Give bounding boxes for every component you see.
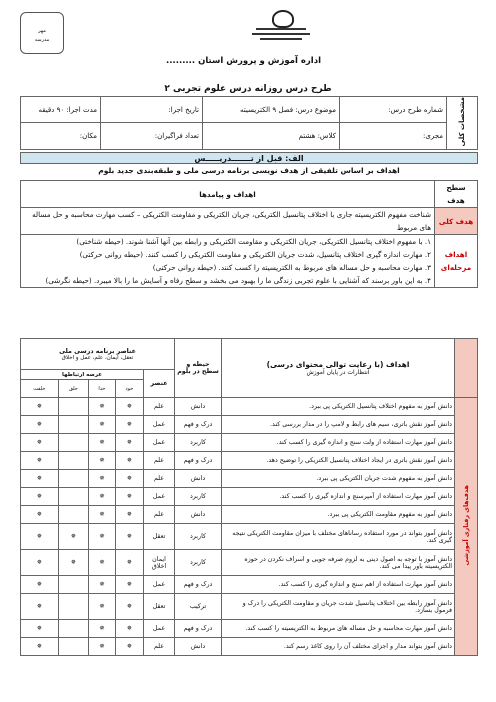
bloom-level: کاربرد [175, 488, 222, 506]
curriculum-element: علم [144, 452, 175, 470]
area-mark-icon: ✵ [115, 550, 143, 576]
element-header: عنصر [144, 370, 175, 398]
section-a-heading: الف: قبل از تـــــــدریـــــس [20, 152, 478, 164]
behav-row [21, 416, 478, 434]
behav-goal-text: دانش آموز به مفهوم شدت جریان الکتریکی پی ببرد. [222, 470, 455, 488]
info-cell: مدت اجرا: ۹۰ دقیقه [21, 97, 101, 123]
area-mark-icon [58, 620, 89, 638]
area-mark-icon: ✵ [21, 434, 59, 452]
area-mark-icon: ✵ [89, 434, 116, 452]
elements-title: عناصر برنامه درسی ملی [59, 347, 136, 355]
curriculum-element: عمل [144, 416, 175, 434]
bloom-level: درک و فهم [175, 416, 222, 434]
curriculum-element: ایمان اخلاق [144, 550, 175, 576]
area-mark-icon: ✵ [89, 470, 116, 488]
general-goal-text: شناخت مفهوم الکتریسیته جاری با اختلاف پتانسیل الکتریکی، جریان الکتریکی و مقاومت الکتریکی – کسب مهارت محاسبه و حل مساله های مربوط [21, 208, 435, 235]
bloom-level: کاربرد [175, 434, 222, 452]
behav-goal-text: دانش آموز بتواند در مورد استفاده رساناهای مختلف با میزان مقاومت الکتریکی نتیجه گیری کند. [222, 524, 455, 550]
bloom-level: دانش [175, 470, 222, 488]
behav-goal-text: دانش آموز رابطه بین اختلاف پتانسیل شدت جریان و مقاومت الکتریکی را درک و فرمول بسازد. [222, 594, 455, 620]
stage-goals [21, 235, 435, 288]
goals-header: اهداف و پیامدها [21, 181, 435, 208]
curriculum-element: عمل [144, 620, 175, 638]
behav-goal-text: دانش آموز نقش باتری، سیم های رابط و لامپ را در مدار بررسی کند. [222, 416, 455, 434]
behav-goal-text: دانش آموز مهارت استفاده از ولت سنج و اندازه گیری را کسب کند. [222, 434, 455, 452]
bloom-level: درک و فهم [175, 620, 222, 638]
area-mark-icon: ✵ [89, 416, 116, 434]
behav-row [21, 488, 478, 506]
area-mark-icon: ✵ [21, 416, 59, 434]
area-mark-icon: ✵ [58, 550, 89, 576]
curriculum-element: علم [144, 638, 175, 656]
behav-row [21, 620, 478, 638]
area-mark-icon: ✵ [115, 506, 143, 524]
behav-goals-header [222, 339, 455, 398]
behav-row [21, 506, 478, 524]
behav-row [21, 638, 478, 656]
curriculum-element: علم [144, 506, 175, 524]
area-mark-icon: ✵ [115, 524, 143, 550]
area-mark-icon: ✵ [89, 524, 116, 550]
curriculum-element: عمل [144, 488, 175, 506]
area-mark-icon: ✵ [21, 506, 59, 524]
behav-row [21, 594, 478, 620]
area-mark-icon [58, 452, 89, 470]
behav-goal-text: دانش آموز به مفهوم اختلاف پتانسیل الکتریکی پی ببرد. [222, 398, 455, 416]
behav-side-label: هدف‌های رفتاری آموزشی [455, 398, 478, 656]
behav-goal-text: دانش آموز مهارت استفاده از اهم سنج و اندازه گیری را کسب کند. [222, 576, 455, 594]
page-title: طرح درس روزانه درس علوم تجربی ۲ [164, 84, 332, 94]
area-mark-icon: ✵ [21, 620, 59, 638]
general-info-table [20, 96, 478, 150]
area-mark-icon: ✵ [115, 488, 143, 506]
stamp-box [20, 12, 64, 54]
area-mark-icon: ✵ [89, 398, 116, 416]
area-mark-icon: ✵ [115, 470, 143, 488]
stamp-line: مدرسه [34, 37, 50, 43]
office-name: اداره آموزش و پرورش استان ......... [166, 56, 321, 66]
behav-goals-subtitle: انتظارات در پایان آموزش [306, 369, 370, 376]
area-god: خدا [89, 380, 116, 398]
area-mark-icon: ✵ [21, 452, 59, 470]
area-creation: خلقت [21, 380, 59, 398]
area-mark-icon: ✵ [21, 638, 59, 656]
info-section-label: مشخصات کلی [447, 97, 478, 150]
info-cell: تاریخ اجرا: [101, 97, 203, 123]
area-mark-icon: ✵ [21, 576, 59, 594]
behavioral-goals-table [20, 338, 478, 656]
behav-row [21, 470, 478, 488]
area-mark-icon [58, 506, 89, 524]
blank-side [455, 339, 478, 398]
stage-goal: ۳. مهارت محاسبه و حل مساله های مربوط به الکتریسیته را کسب کنند. (حیطه روانی حرکتی) [152, 263, 431, 272]
area-people: خلق [58, 380, 89, 398]
behav-goal-text: دانش آموز نقش باتری در ایجاد اختلاف پتانسیل الکتریکی را توضیح دهد. [222, 452, 455, 470]
curriculum-element: علم [144, 470, 175, 488]
area-mark-icon: ✵ [115, 594, 143, 620]
behav-body [21, 398, 478, 656]
info-cell: شماره طرح درس: [340, 97, 447, 123]
area-mark-icon: ✵ [115, 398, 143, 416]
bloom-level: دانش [175, 398, 222, 416]
area-mark-icon: ✵ [58, 524, 89, 550]
area-mark-icon: ✵ [115, 452, 143, 470]
area-mark-icon: ✵ [89, 620, 116, 638]
area-mark-icon: ✵ [115, 434, 143, 452]
curriculum-element: عمل [144, 434, 175, 452]
area-mark-icon: ✵ [89, 594, 116, 620]
area-mark-icon [58, 398, 89, 416]
elements-header [21, 339, 175, 370]
stage-goals-label: اهداف مرحله‌ای [435, 235, 478, 288]
area-mark-icon: ✵ [115, 620, 143, 638]
area-mark-icon: ✵ [115, 638, 143, 656]
behav-row [21, 550, 478, 576]
bloom-level: کاربرد [175, 524, 222, 550]
info-cell: کلاس: هشتم [203, 123, 340, 149]
page-header [0, 0, 496, 82]
curriculum-element: عمل [144, 576, 175, 594]
curriculum-element: علم [144, 398, 175, 416]
behav-row [21, 434, 478, 452]
ministry-emblem-icon [246, 10, 316, 44]
stage-goal: ۲. مهارت اندازه گیری اختلاف پتانسیل، شدت جریان الکتریکی و مقاومت الکتریکی را کسب کنند. (حیطه روانی حرکتی) [79, 250, 431, 259]
bloom-level: درک و فهم [175, 452, 222, 470]
area-mark-icon [58, 488, 89, 506]
goals-basis-line: اهداف بر اساس تلفیقی از هدف نویسی برنامه درسی ملی و طبقه‌بندی جدید بلوم [98, 166, 400, 175]
area-mark-icon: ✵ [21, 488, 59, 506]
area-mark-icon [58, 434, 89, 452]
bloom-level: ترکیب [175, 594, 222, 620]
area-mark-icon: ✵ [21, 524, 59, 550]
behav-row [21, 452, 478, 470]
area-mark-icon [58, 594, 89, 620]
bloom-level: کاربرد [175, 550, 222, 576]
goals-table [20, 180, 478, 288]
info-cell: موضوع درس: فصل ۹ الکتریسیته [203, 97, 340, 123]
general-goal-label: هدف کلی [435, 208, 478, 235]
area-mark-icon: ✵ [89, 488, 116, 506]
behav-row [21, 576, 478, 594]
stage-goal: ۴. به این باور برسند که آشنایی با علوم تجربی زندگی ما را بهبود می بخشد و سطح رفاه و آسایش ما را بالا میبرد. (حیطه نگرشی) [45, 276, 431, 285]
info-cell: مجری: [340, 123, 447, 149]
area-mark-icon: ✵ [89, 638, 116, 656]
area-mark-icon: ✵ [89, 550, 116, 576]
area-mark-icon [58, 576, 89, 594]
area-mark-icon: ✵ [115, 576, 143, 594]
behav-goal-text: دانش آموز مهارت محاسبه و حل مساله های مربوط به الکتریسیته را کسب کند. [222, 620, 455, 638]
behav-row [21, 524, 478, 550]
area-mark-icon [58, 416, 89, 434]
behav-row [21, 398, 478, 416]
area-mark-icon: ✵ [21, 470, 59, 488]
info-cell: مکان: [21, 123, 101, 149]
area-mark-icon: ✵ [89, 452, 116, 470]
areas-header: عرصه ارتباطها [21, 370, 144, 380]
area-mark-icon [58, 470, 89, 488]
area-mark-icon: ✵ [21, 550, 59, 576]
area-mark-icon: ✵ [89, 576, 116, 594]
area-mark-icon: ✵ [115, 416, 143, 434]
stage-goal: ۱. با مفهوم اختلاف پتانسیل الکتریکی، جریان الکتریکی و مقاومت الکتریکی و رابطه بین آنها آشنا شوند. (حیطه شناختی) [76, 237, 431, 246]
area-self: خود [115, 380, 143, 398]
area-mark-icon: ✵ [21, 398, 59, 416]
elements-subtitle: تعقل، ایمان، علم، عمل و اخلاق [61, 354, 134, 361]
goal-level-header: سطح هدف [435, 181, 478, 208]
bloom-level: دانش [175, 638, 222, 656]
area-mark-icon [58, 638, 89, 656]
behav-goal-text: دانش آموز به مفهوم مقاومت الکتریکی پی ببرد. [222, 506, 455, 524]
curriculum-element: تعقل [144, 524, 175, 550]
bloom-level: درک و فهم [175, 576, 222, 594]
stamp-line: مهر [38, 28, 46, 34]
info-cell: تعداد فراگیران: [101, 123, 203, 149]
behav-goal-text: دانش آموز مهارت استفاده از آمپرسنج و اندازه گیری را کسب کند. [222, 488, 455, 506]
curriculum-element: تعقل [144, 594, 175, 620]
bloom-level-header: حیطه و سطح در بلوم [175, 339, 222, 398]
area-mark-icon: ✵ [21, 594, 59, 620]
behav-goal-text: دانش آموز با توجه به اصول دینی به لزوم صرفه جویی و اسراف نکردن در حوزه الکتریسیته باور پیدا می کند. [222, 550, 455, 576]
behav-goal-text: دانش آموز بتواند مدار و اجزای مختلف آن را روی کاغذ رسم کند. [222, 638, 455, 656]
area-mark-icon: ✵ [89, 506, 116, 524]
behav-goals-title: اهداف (با رعایت توالی محتوای درسی) [266, 360, 410, 369]
bloom-level: دانش [175, 506, 222, 524]
